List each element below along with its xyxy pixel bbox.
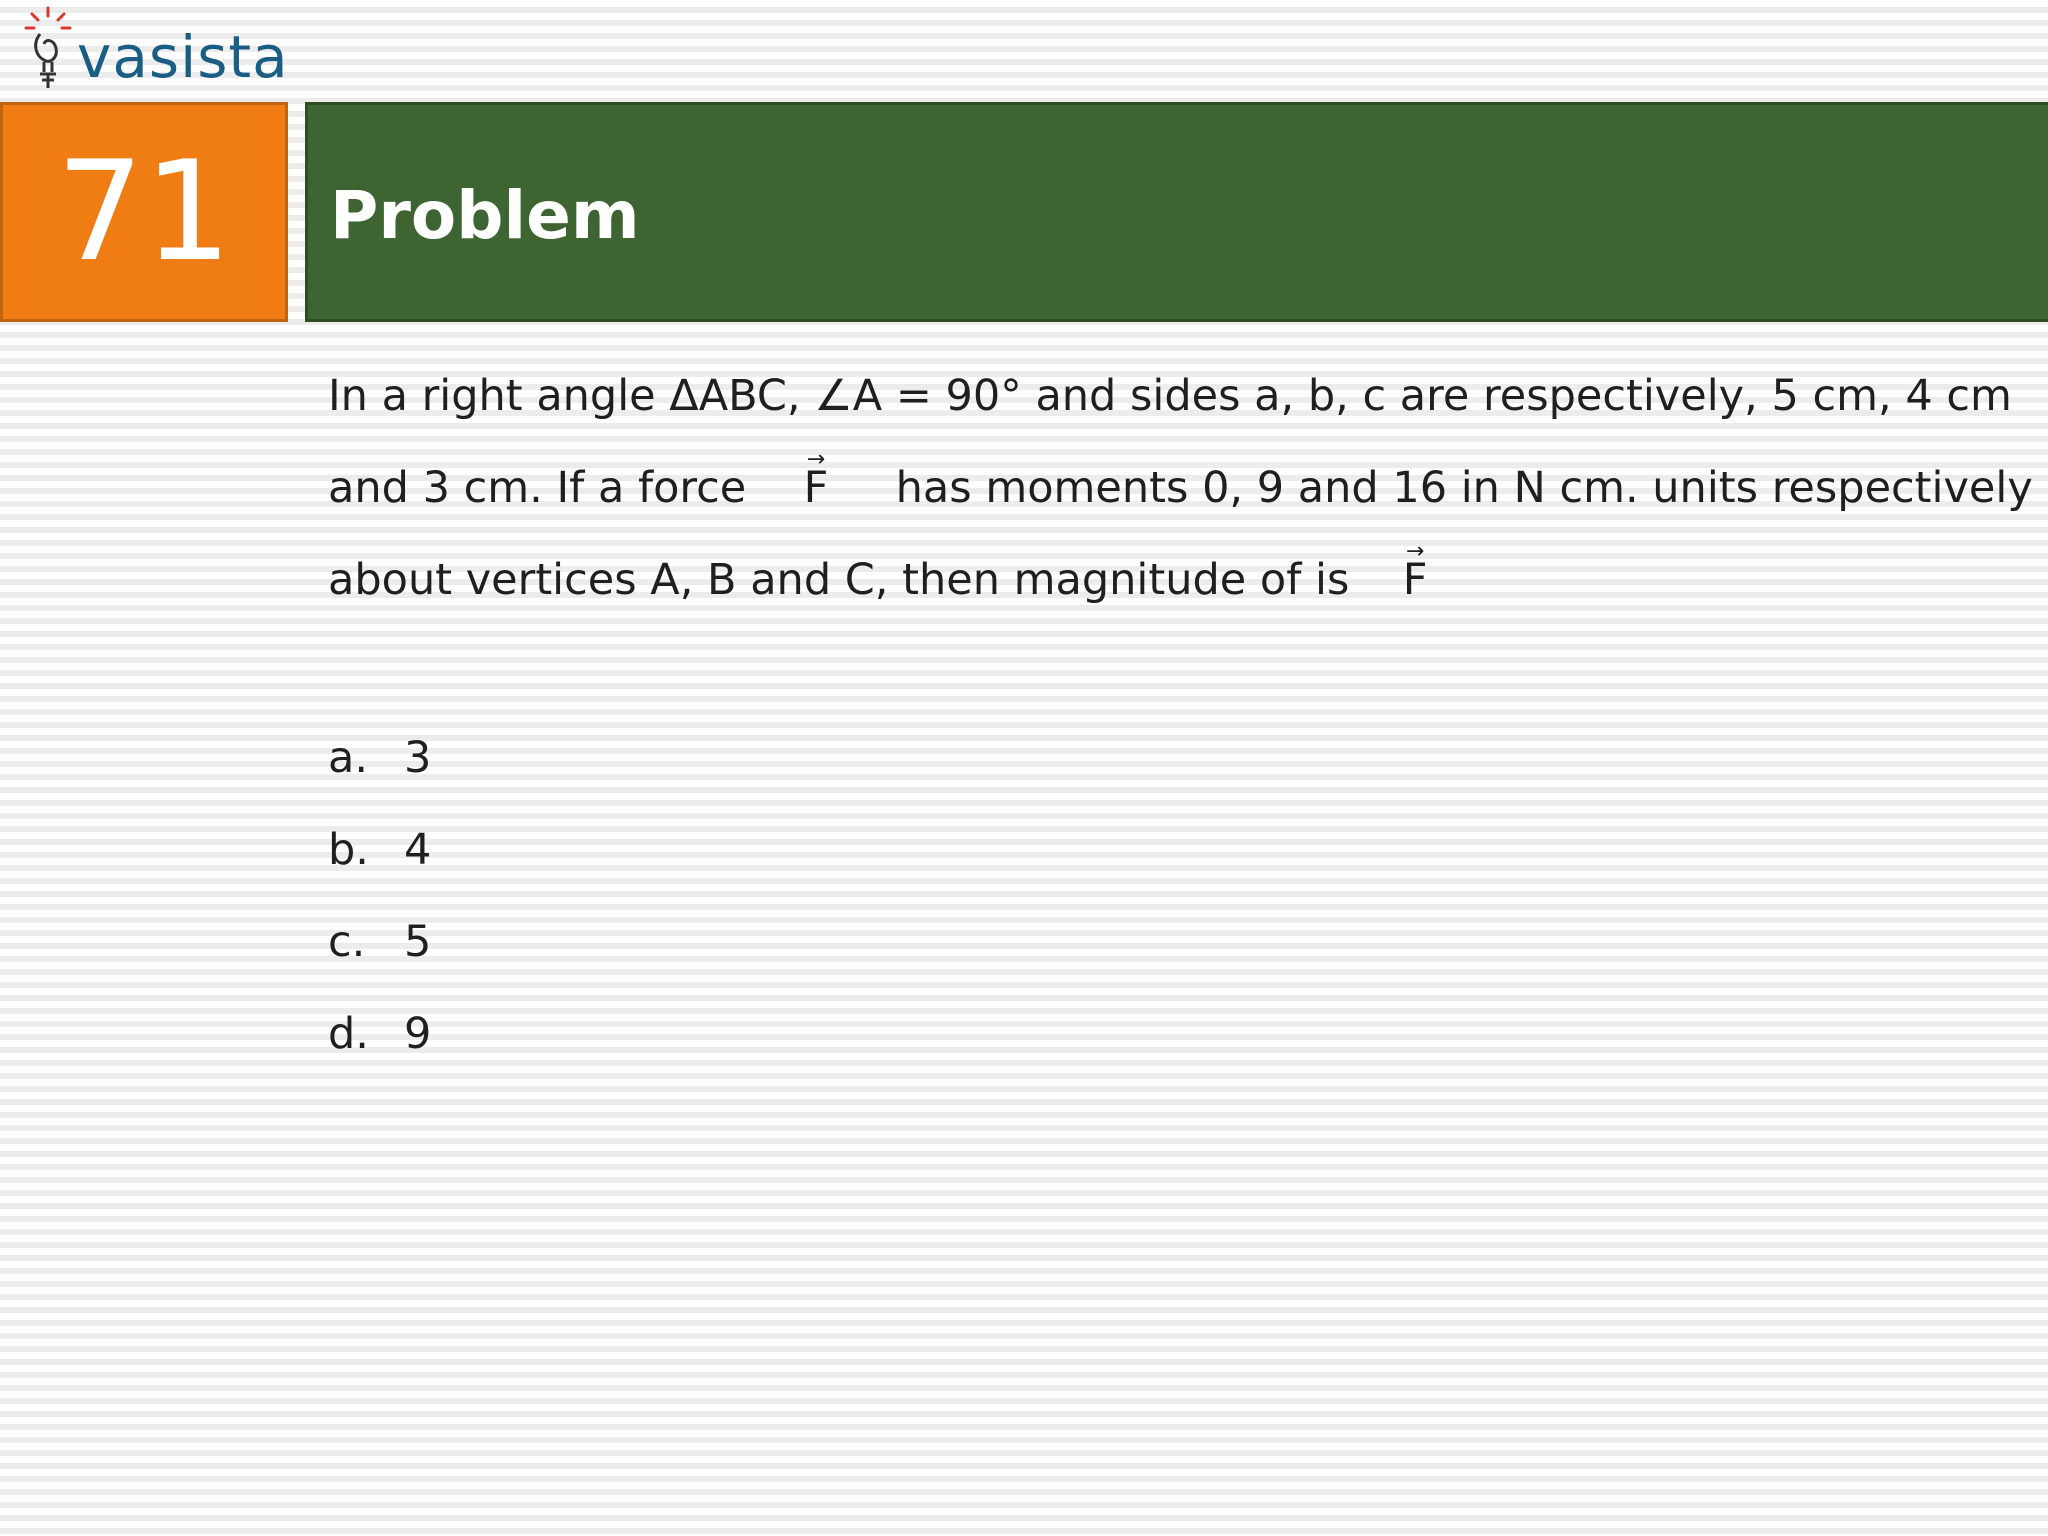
force-vector-symbol: → F	[804, 442, 829, 534]
question-line-2	[328, 442, 2033, 534]
answer-options	[328, 712, 431, 1080]
option-letter: c.	[328, 917, 366, 967]
option-c[interactable]	[328, 896, 431, 988]
option-b[interactable]	[328, 804, 431, 896]
question-line-2-start: and 3 cm. If a force	[328, 463, 747, 513]
slide-number-box	[0, 102, 288, 322]
vasista-logo	[22, 4, 292, 96]
option-d[interactable]	[328, 988, 431, 1080]
logo-text: vasista	[77, 23, 289, 91]
option-value: 9	[404, 1009, 432, 1059]
question-line-1: In a right angle ΔABC, ∠A = 90° and sides a, b, c are respectively, 5 cm, 4 cm	[328, 371, 2012, 421]
option-letter: b.	[328, 825, 369, 875]
slide-title: Problem	[330, 177, 640, 254]
option-value: 3	[404, 733, 432, 783]
question-line-2-end: has moments 0, 9 and 16 in N cm. units respectively	[895, 463, 2033, 513]
option-value: 4	[404, 825, 432, 875]
question-text	[328, 350, 2033, 626]
option-value: 5	[404, 917, 432, 967]
question-line-3-text: about vertices A, B and C, then magnitude of is	[328, 555, 1350, 605]
option-letter: a.	[328, 733, 369, 783]
title-bar	[305, 102, 2048, 322]
lightbulb-icon	[22, 4, 82, 96]
question-line-3	[328, 534, 2008, 626]
option-letter: d.	[328, 1009, 369, 1059]
option-a[interactable]	[328, 712, 431, 804]
slide-number: 71	[56, 131, 232, 292]
force-vector-symbol-2: → F	[1403, 534, 1428, 626]
